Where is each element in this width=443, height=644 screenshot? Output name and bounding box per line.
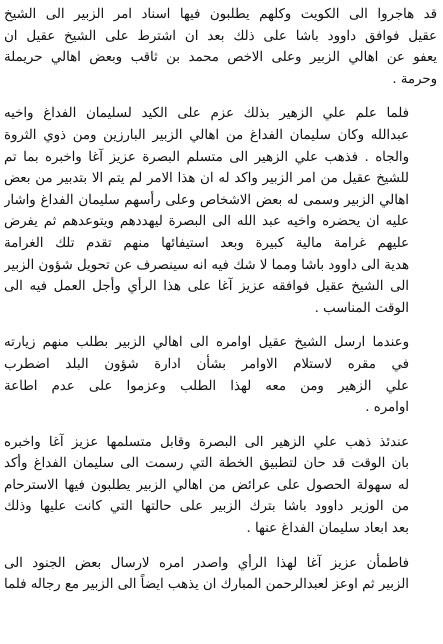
text-line: عليه ان يحضره واخيه عبد الله الى البصرة ليهددهم ويتوعدهم ثم يفرض [4, 214, 409, 230]
text-line: بان الوقت قد حان لتطبيق الخطة التي رسمت الى سليمان الفداغ وأكد [4, 456, 409, 472]
text-line: علي الزهير ومن معه لهذا الطلب وعزموا على عدم اطاعة [4, 378, 409, 394]
text-line: اوامره . [365, 400, 409, 416]
paragraph-3 [4, 332, 437, 418]
text-line: اهالي الزبير وسمى له بعض الاشخاص وعلى رأسهم سليمان الفداغ واشار [4, 192, 409, 208]
text-line: من الوزير داوود باشا بترك الزبير على حالتها التي كانت عليها وذلك [4, 499, 409, 515]
text-line: له سهولة الحصول على عرائض من اهالي الزبير يطلبون فيها الاسترحام [4, 477, 409, 493]
text-line: وعندما ارسل الشيخ عقيل اوامره الى اهالي الزبير بطلب منهم زيارته [4, 335, 409, 351]
text-line: للشيخ عقيل من امر الزبير واكد له ان هذا الامر لم يتم الا بتدبير من بعض [4, 171, 409, 187]
text-line: يعفو عن اهالي الزبير وعلى الاخص محمد بن ثاقب وبعض اهالي حريملة [4, 50, 437, 66]
text-line: الى الشيخ عقيل فوافقه عزيز آغا على هذا الرأي وأجل العمل فيه الى [4, 279, 409, 295]
paragraph-5 [4, 553, 437, 596]
text-line: عقيل فوافق داوود باشا على ذلك بعد ان اشترط على الشيخ عقيل ان [4, 28, 437, 44]
document-page [4, 4, 437, 640]
text-line: في مقره لاستلام الاوامر بشأن ادارة شؤون البلد اضطرب [4, 356, 409, 372]
text-line: الوقت المناسب . [314, 300, 409, 316]
text-line: عبدالله وكان سليمان الفداغ من اهالي الزبير البارزين ومن ذوي الثروة [4, 127, 409, 143]
paragraph-2 [4, 103, 437, 319]
text-line: عندئذ ذهب علي الزهير الى البصرة وقابل متسلمها عزيز آغا واخبره [4, 434, 409, 450]
text-line: قد هاجروا الى الكويت وكلهم يطلبون فيها اسناد امر الزبير الى الشيخ [4, 7, 437, 22]
text-line: وحرمة . [392, 71, 437, 87]
text-line: بعد ابعاد سليمان الفداغ عنها . [246, 521, 409, 537]
text-line: هدية الى داوود باشا ومما لا شك فيه انه سينصرف عن تحويل شؤون الزبير [4, 257, 409, 273]
text-line: فاطمأن عزيز آغا لهذا الرأي واصدر امره لارسال بعض الجنود الى [4, 555, 409, 571]
text-line: فلما علم علي الزهير بذلك عزم على الكيد لسليمان الفداغ واخيه [4, 106, 409, 122]
paragraph-1 [4, 4, 437, 90]
paragraph-4 [4, 432, 437, 540]
text-line: عليهم غرامة مالية كبيرة وبعد استيفائها منهم تقدم تلك الغرامة [4, 235, 409, 251]
text-line: الزبير ثم اوعز لعبدالرحمن المبارك ان يذهب ايضاً الى الزبير مع رجاله فلما [4, 577, 409, 593]
text-line: والجاه . فذهب علي الزهير الى متسلم البصرة عزيز آغا واخبره بما تم [4, 149, 409, 165]
